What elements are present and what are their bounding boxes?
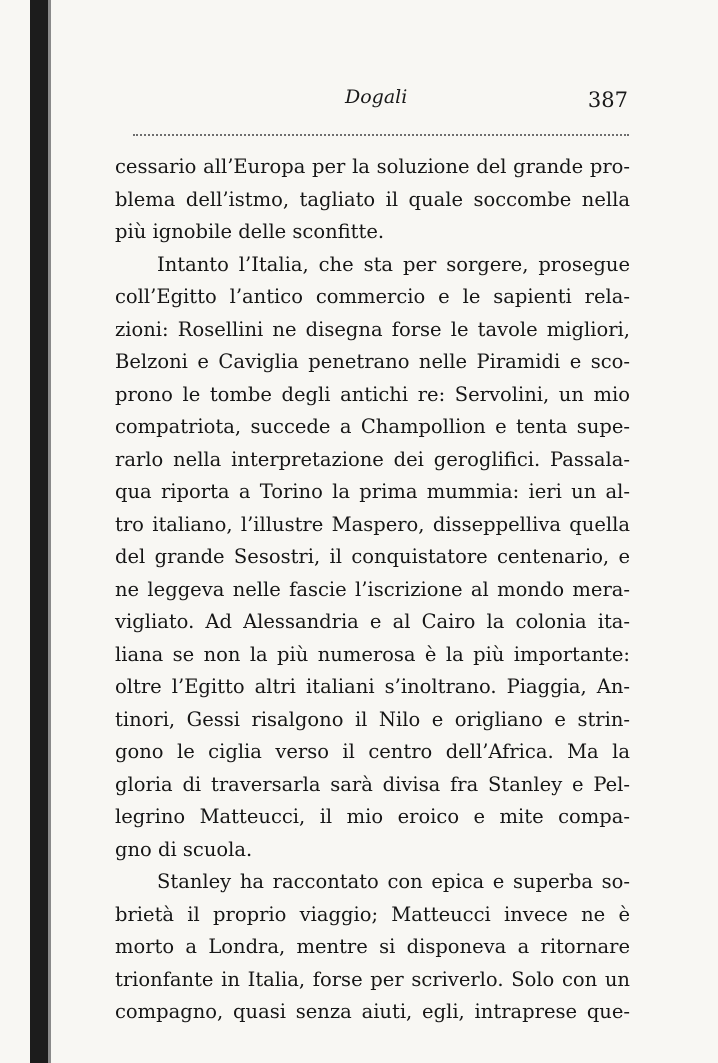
text-line: tro italiano, l’illustre Maspero, disseppelliva quella (115, 512, 630, 536)
text-line: Stanley ha raccontato con epica e superba so- (157, 870, 630, 893)
text-line: blema dell’istmo, tagliato il quale soccombe nella (115, 187, 630, 211)
text-line: cessario all’Europa per la soluzione del grande pro- (115, 155, 630, 178)
text-line: rarlo nella interpretazione dei geroglifici. Passala- (115, 447, 630, 471)
running-head (130, 86, 640, 122)
text-line: Belzoni e Caviglia penetrano nelle Piramidi e sco- (115, 350, 630, 373)
page-gutter-edge (48, 0, 51, 1063)
text-line: oltre l’Egitto altri italiani s’inoltrano. Piaggia, An- (115, 675, 630, 698)
body-text (115, 151, 630, 1029)
text-line: zioni: Rosellini ne disegna forse le tavole migliori, (115, 317, 630, 341)
text-line: del grande Sesostri, il conquistatore centenario, e (115, 545, 630, 568)
text-line: Intanto l’Italia, che sta per sorgere, prosegue (157, 252, 630, 276)
book-binding-shadow (30, 0, 48, 1063)
text-line: qua riporta a Torino la prima mummia: ieri un al- (115, 480, 630, 503)
text-line: più ignobile delle sconfitte. (115, 220, 385, 243)
text-line: gno di scuola. (115, 837, 253, 861)
text-line: liana se non la più numerosa è la più importante: (115, 642, 630, 666)
text-line: tinori, Gessi risalgono il Nilo e origliano e strin- (115, 707, 630, 731)
text-line: morto a Londra, mentre si disponeva a ritornare (115, 935, 630, 958)
text-line: trionfante in Italia, forse per scriverlo. Solo con un (115, 967, 630, 991)
text-line: ne leggeva nelle fascie l’iscrizione al mondo mera- (115, 577, 630, 601)
text-line: gono le ciglia verso il centro dell’Africa. Ma la (115, 740, 630, 763)
text-line: compagno, quasi senza aiuti, egli, intraprese que- (115, 1000, 630, 1023)
page-number: 387 (587, 88, 628, 112)
text-line: brietà il proprio viaggio; Matteucci invece ne è (115, 902, 630, 926)
text-line: compatriota, succede a Champollion e tenta supe- (115, 415, 630, 438)
text-line: legrino Matteucci, il mio eroico e mite compa- (115, 805, 630, 828)
text-line: coll’Egitto l’antico commercio e le sapienti rela- (115, 285, 630, 308)
running-title: Dogali (345, 86, 408, 108)
text-line: vigliato. Ad Alessandria e al Cairo la colonia ita- (115, 610, 630, 633)
text-line: gloria di traversarla sarà divisa fra Stanley e Pel- (115, 772, 630, 796)
text-line: prono le tombe degli antichi re: Servolini, un mio (115, 382, 630, 406)
header-dotted-rule (133, 134, 629, 136)
